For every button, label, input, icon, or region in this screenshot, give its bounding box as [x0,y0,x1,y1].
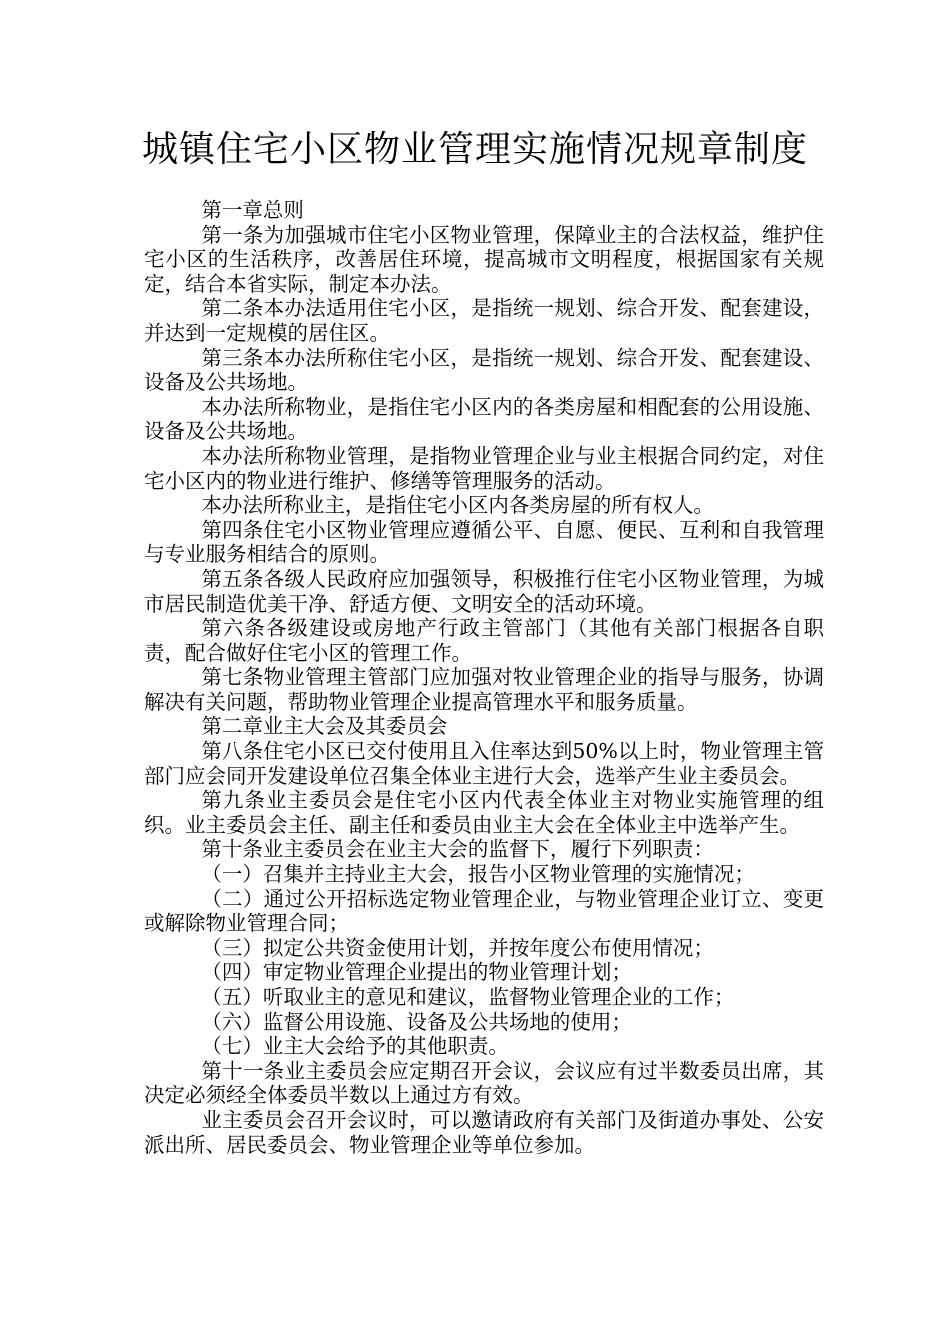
paragraph: 第五条各级人民政府应加强领导，积极推行住宅小区物业管理，为城市居民制造优美干净、舒适方便、文明安全的活动环境。 [144,566,824,616]
paragraph: 第八条住宅小区已交付使用且入住率达到50%以上时，物业管理主管部门应会同开发建设单位召集全体业主进行大会，选举产生业主委员会。 [144,739,824,788]
paragraph: 第一章总则 [201,198,304,222]
paragraph: （六）监督公用设施、设备及公共场地的使用； [201,1009,632,1034]
paragraph: （二）通过公开招标选定物业管理企业，与物业管理企业订立、变更或解除物业管理合同； [144,886,824,936]
paragraph: （五）听取业主的意见和建议，监督物业管理企业的工作； [201,985,735,1009]
document-title: 城镇住宅小区物业管理实施情况规章制度 [141,129,808,170]
paragraph: 第三条本办法所称住宅小区，是指统一规划、综合开发、配套建设、设备及公共场地。 [144,345,824,395]
paragraph: （一）召集并主持业主大会，报告小区物业管理的实施情况； [201,862,755,887]
paragraph: 第九条业主委员会是住宅小区内代表全体业主对物业实施管理的组织。业主委员会主任、副主任和委员由业主大会在全体业主中选举产生。 [144,788,824,837]
paragraph: 本办法所称物业，是指住宅小区内的各类房屋和相配套的公用设施、设备及公共场地。 [144,394,824,444]
paragraph: （三）拟定公共资金使用计划，并按年度公布使用情况； [201,935,714,960]
paragraph: 第十一条业主委员会应定期召开会议，会议应有过半数委员出席，其决定必须经全体委员半数以上通过方有效。 [144,1058,824,1108]
paragraph: 第二条本办法适用住宅小区，是指统一规划、综合开发、配套建设，并达到一定规模的居住区。 [144,296,824,345]
paragraph: 本办法所称业主，是指住宅小区内各类房屋的所有权人。 [201,493,714,518]
paragraph: 第七条物业管理主管部门应加强对牧业管理企业的指导与服务，协调解决有关问题，帮助物业管理企业提高管理水平和服务质量。 [144,665,824,714]
paragraph: 第二章业主大会及其委员会 [201,714,448,739]
paragraph: 第六条各级建设或房地产行政主管部门（其他有关部门根据各自职责，配合做好住宅小区的管理工作。 [144,616,824,665]
paragraph: 第四条住宅小区物业管理应遵循公平、自愿、便民、互利和自我管理与专业服务相结合的原则。 [144,517,824,567]
paragraph: 业主委员会召开会议时，可以邀请政府有关部门及街道办事处、公安派出所、居民委员会、物业管理企业等单位参加。 [144,1107,824,1157]
paragraph: 本办法所称物业管理，是指物业管理企业与业主根据合同约定，对住宅小区内的物业进行维护、修缮等管理服务的活动。 [144,443,824,493]
document-body [144,198,824,1157]
paragraph: 第一条为加强城市住宅小区物业管理，保障业主的合法权益，维护住宅小区的生活秩序，改善居住环境，提高城市文明程度，根据国家有关规定，结合本省实际，制定本办法。 [144,222,824,296]
paragraph: （七）业主大会给予的其他职责。 [201,1034,509,1059]
paragraph: （四）审定物业管理企业提出的物业管理计划； [201,960,632,985]
paragraph: 第十条业主委员会在业主大会的监督下，履行下列职责： [201,837,714,862]
